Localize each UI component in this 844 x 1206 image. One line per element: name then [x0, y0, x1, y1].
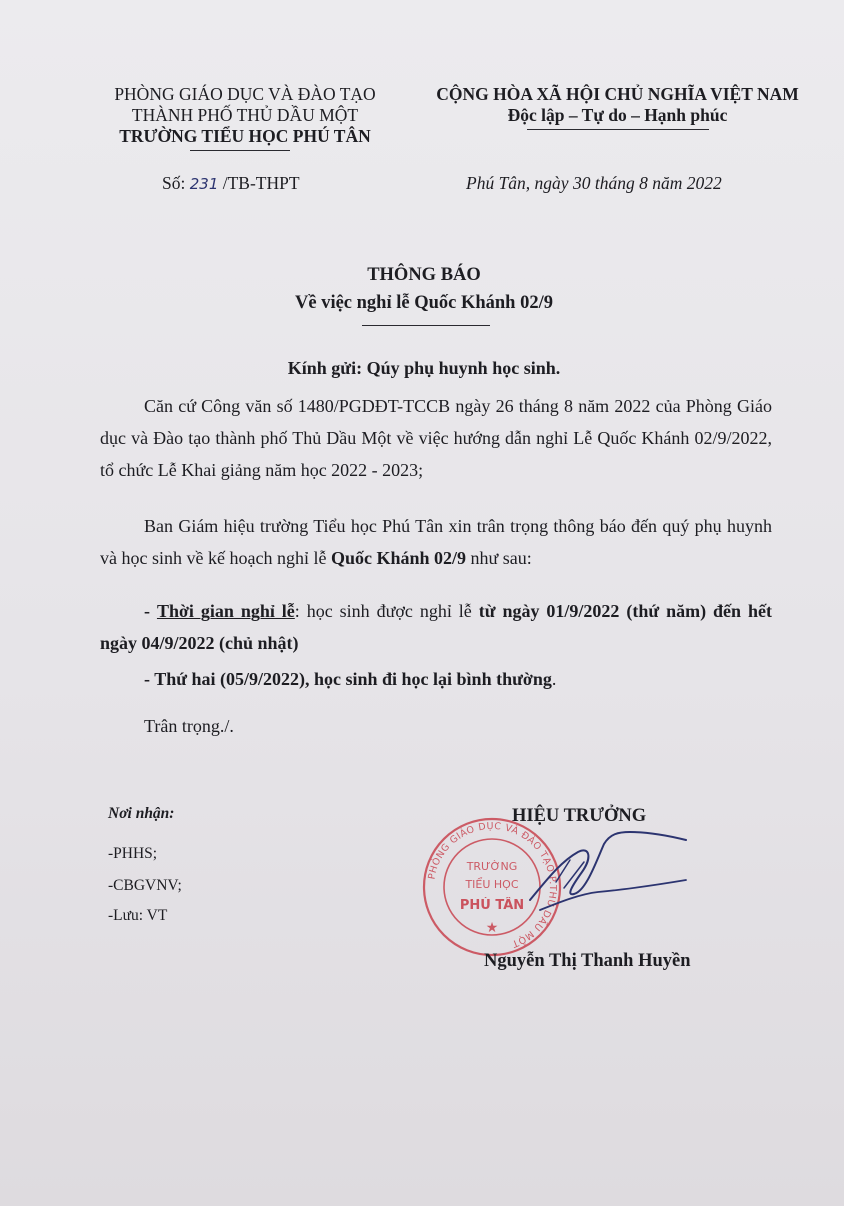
notice-title: THÔNG BÁO	[367, 265, 481, 285]
header-left	[90, 84, 400, 147]
item-return-day: - Thứ hai (05/9/2022), học sinh đi học lại bình thường.	[144, 669, 557, 689]
item-holiday-period: - Thời gian nghỉ lễ: học sinh được nghỉ lễ từ ngày 01/9/2022 (thứ năm) đến hết ngày 04/9/2022 (chủ nhật)	[100, 601, 772, 653]
recipient-item: -PHHS;	[108, 845, 158, 862]
national-motto: Độc lập – Tự do – Hạnh phúc	[507, 105, 728, 125]
national-title: CỘNG HÒA XÃ HỘI CHỦ NGHĨA VIỆT NAM	[436, 84, 799, 104]
stamp-line-2: TIỂU HỌC	[465, 878, 519, 891]
stamp-ring-text: PHÒNG GIÁO DỤC VÀ ĐÀO TẠO P.THỦ DẦU MỘT	[426, 820, 559, 950]
closing-line: Trân trọng./.	[144, 716, 234, 736]
paragraph-announcement: Ban Giám hiệu trường Tiểu học Phú Tân xin trân trọng thông báo đến quý phụ huynh và học sinh về kế hoạch nghỉ lễ Quốc Khánh 02/9 như sau:	[100, 516, 772, 568]
handwritten-number: 231	[189, 175, 219, 193]
signature-stroke-underline	[540, 880, 686, 910]
date-line: Phú Tân, ngày 30 tháng 8 năm 2022	[466, 173, 722, 193]
signer-name: Nguyễn Thị Thanh Huyền	[484, 951, 691, 971]
recipient-item: -Lưu: VT	[108, 907, 168, 924]
recipients-title: Nơi nhận:	[108, 805, 175, 822]
school-name: TRƯỜNG TIỂU HỌC PHÚ TÂN	[119, 126, 371, 146]
agency-line-2: THÀNH PHỐ THỦ DẦU MỘT	[131, 105, 359, 125]
header-left-rule	[190, 150, 290, 151]
salutation: Kính gửi: Qúy phụ huynh học sinh.	[287, 358, 561, 378]
stamp-line-1: TRƯỜNG	[466, 860, 518, 873]
handwritten-signature	[500, 822, 700, 932]
document-number: Số: 231 /TB-THPT	[162, 173, 300, 193]
agency-line-1: PHÒNG GIÁO DỤC VÀ ĐÀO TẠO	[114, 84, 376, 104]
header-right-rule	[527, 129, 709, 130]
notice-subtitle: Về việc nghỉ lễ Quốc Khánh 02/9	[295, 293, 553, 313]
header-right	[410, 84, 825, 126]
stamp-star-icon: ★	[485, 920, 499, 936]
signer-role: HIỆU TRƯỞNG	[512, 806, 647, 826]
title-rule	[362, 325, 490, 326]
signature-stroke-main	[530, 832, 686, 900]
paragraph-legal-basis: Căn cứ Công văn số 1480/PGDĐT-TCCB ngày 26 tháng 8 năm 2022 của Phòng Giáo dục và Đào tạo thành phố Thủ Dầu Một về việc hướng dẫn nghỉ Lễ Quốc Khánh 02/9/2022, tổ chức Lễ Khai giảng năm học 2022 - 2023;	[100, 396, 772, 480]
recipient-item: -CBGVNV;	[108, 877, 182, 894]
stamp-line-3: PHÚ TÂN	[459, 898, 525, 913]
